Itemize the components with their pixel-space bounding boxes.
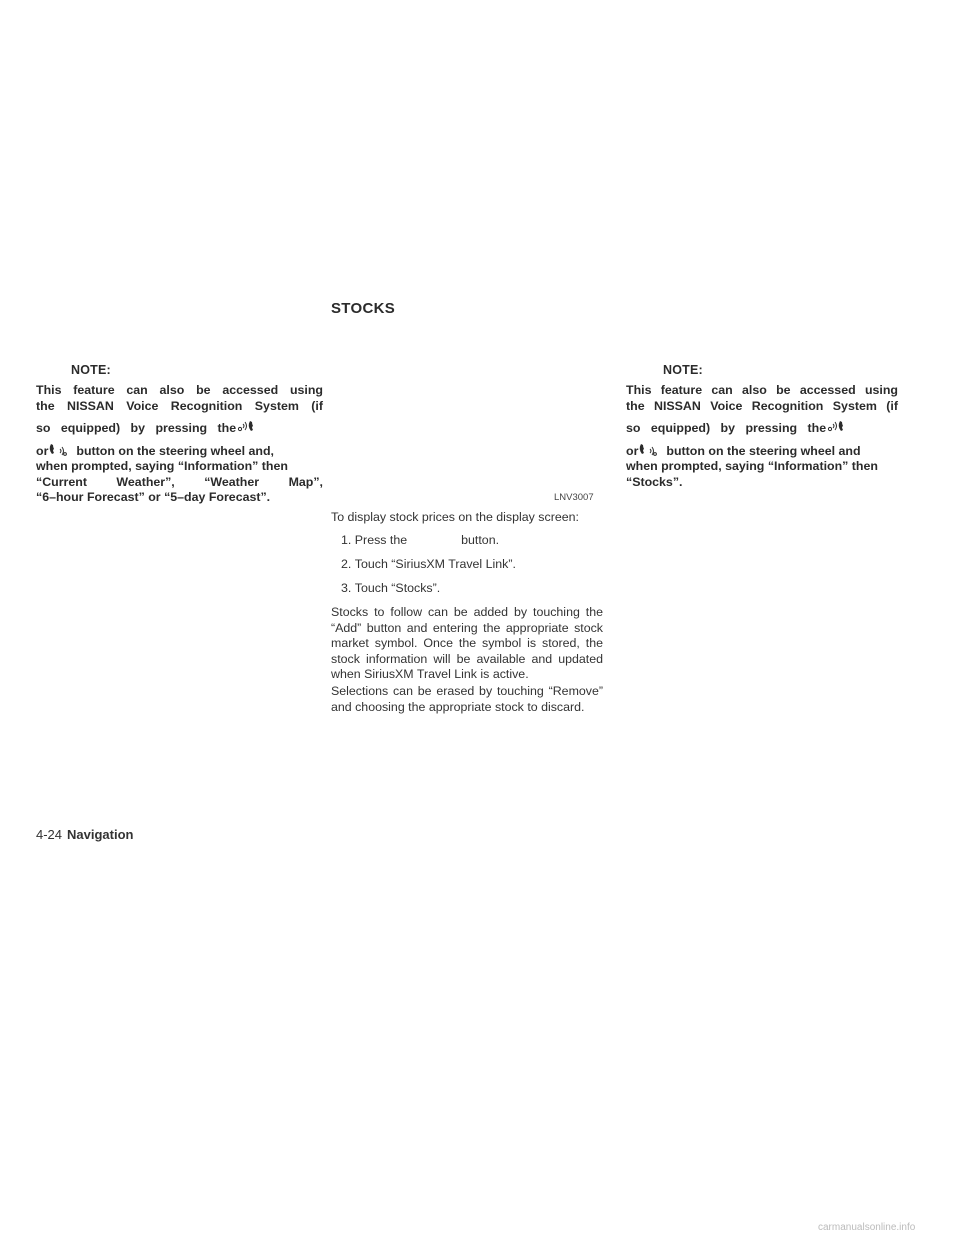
- left-note-line-5: when prompted, saying “Information” then: [36, 459, 288, 473]
- step-3: 3. Touch “Stocks”.: [341, 581, 441, 595]
- right-note-line-2: the NISSAN Voice Recognition System (if: [626, 398, 898, 413]
- right-note-line-1: This feature can also be accessed using: [626, 383, 898, 397]
- left-note-line-7: “6–hour Forecast” or “5–day Forecast”.: [36, 490, 271, 504]
- left-note-label: NOTE:: [71, 363, 111, 377]
- step-2: 2. Touch “SiriusXM Travel Link”.: [341, 557, 516, 571]
- right-note-line-4: or button on the steering wheel and: [626, 443, 861, 458]
- stocks-intro: To display stock prices on the display screen:: [331, 510, 579, 524]
- left-note-line-2: the NISSAN Voice Recognition System (if: [36, 398, 323, 413]
- phone-talk-icon: [48, 442, 70, 458]
- figure-label: LNV3007: [554, 492, 594, 503]
- stocks-paragraph-remove: Selections can be erased by touching “Remove” and choosing the appropriate stock to discard.: [331, 684, 603, 714]
- left-note-line-6: “Current Weather”, “Weather Map”,: [36, 474, 323, 489]
- left-note-text: [36, 383, 323, 506]
- voice-talk-icon: [826, 419, 848, 435]
- stocks-paragraph-add: Stocks to follow can be added by touching the “Add” button and entering the appropriate stock market symbol. Once the symbol is stored, the stock information will be available and updated when SiriusXM Travel Link is active.: [331, 605, 603, 682]
- right-note-line-3: so equipped) by pressing the: [626, 419, 898, 437]
- right-note-text: [626, 383, 898, 490]
- page-footer: [36, 826, 134, 844]
- section-name: Navigation: [67, 827, 134, 842]
- right-note-line-6: “Stocks”.: [626, 474, 683, 489]
- step-1: 1. Press the button.: [341, 533, 500, 547]
- right-note-line-5: when prompted, saying “Information” then: [626, 459, 878, 473]
- figure-screen-image: [331, 330, 603, 480]
- phone-talk-icon: [638, 442, 660, 458]
- section-heading-stocks: STOCKS: [331, 300, 396, 317]
- left-note-line-3: so equipped) by pressing the: [36, 419, 323, 437]
- watermark: carmanualsonline.info: [818, 1222, 916, 1233]
- left-note-line-1: This feature can also be accessed using: [36, 383, 323, 397]
- left-note-line-4: or button on the steering wheel and,: [36, 443, 274, 458]
- voice-talk-icon: [236, 419, 258, 435]
- right-note-label: NOTE:: [663, 363, 703, 377]
- page-number: 4-24: [36, 827, 63, 842]
